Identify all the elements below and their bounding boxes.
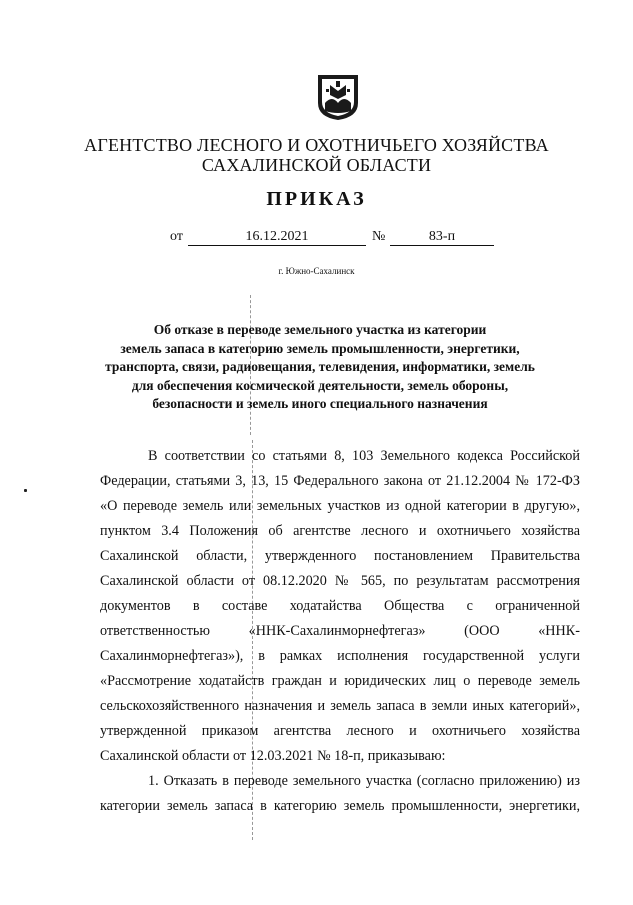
body-line: «Рассмотрение ходатайств граждан и юридических лиц о переводе земель: [100, 673, 580, 689]
body-line: Сахалинской области от 08.12.2020 № 565, по результатам рассмотрения: [100, 573, 580, 589]
subject-line: земель запаса в категорию земель промышленности, энергетики,: [120, 340, 520, 356]
body-line: Сахалинской области, утвержденного постановлением Правительства: [100, 548, 580, 564]
subject-line: безопасности и земель иного специального назначения: [152, 396, 488, 412]
body-line: ответственностью «ННК-Сахалинморнефтегаз» (ООО «ННК-: [100, 623, 580, 639]
body-line: документов в составе ходатайства Общества с ограниченной: [100, 598, 580, 614]
date-label: от: [170, 229, 183, 244]
scan-speck: [24, 489, 27, 492]
body-line: сельскохозяйственного назначения и земель запаса в земли иных категорий»,: [100, 698, 580, 714]
city-label: г. Южно-Сахалинск: [278, 266, 355, 276]
body-line: утвержденной приказом агентства лесного и охотничьего хозяйства: [100, 723, 580, 739]
body-line: В соответствии со статьями 8, 103 Земельного кодекса Российской: [148, 448, 580, 464]
agency-name-line-1: АГЕНТСТВО ЛЕСНОГО И ОХОТНИЧЬЕГО ХОЗЯЙСТВА: [84, 135, 549, 155]
agency-name-line-2: САХАЛИНСКОЙ ОБЛАСТИ: [201, 155, 432, 175]
body-line: «О переводе земель или земельных участков из одной категории в другую»,: [100, 498, 580, 514]
order-number: 83-п: [428, 229, 456, 244]
body-line: 1. Отказать в переводе земельного участка (согласно приложению) из: [148, 773, 580, 789]
body-line: Сахалинской области от 12.03.2021 № 18-п, приказываю:: [100, 748, 446, 764]
body-line: Федерации, статьями 3, 13, 15 Федерального закона от 21.12.2004 № 172-ФЗ: [100, 473, 580, 489]
body-line: пунктом 3.4 Положения об агентстве лесного и охотничьего хозяйства: [100, 523, 580, 539]
subject-line: Об отказе в переводе земельного участка из категории: [153, 322, 487, 337]
order-meta-row: [0, 229, 633, 251]
sakhalin-coat-of-arms-icon: [316, 73, 360, 121]
body-line: категории земель запаса в категорию земель промышленности, энергетики,: [100, 798, 580, 814]
order-date: 16.12.2021: [245, 229, 309, 244]
number-label: №: [372, 229, 386, 244]
body-line: Сахалинморнефтегаз»), в рамках исполнения государственной услуги: [100, 648, 580, 664]
document-type-title: ПРИКАЗ: [266, 188, 367, 210]
subject-line: транспорта, связи, радиовещания, телевидения, информатики, земель: [105, 359, 535, 375]
order-subject: [80, 321, 560, 414]
subject-line: для обеспечения космической деятельности, земель обороны,: [131, 377, 509, 393]
